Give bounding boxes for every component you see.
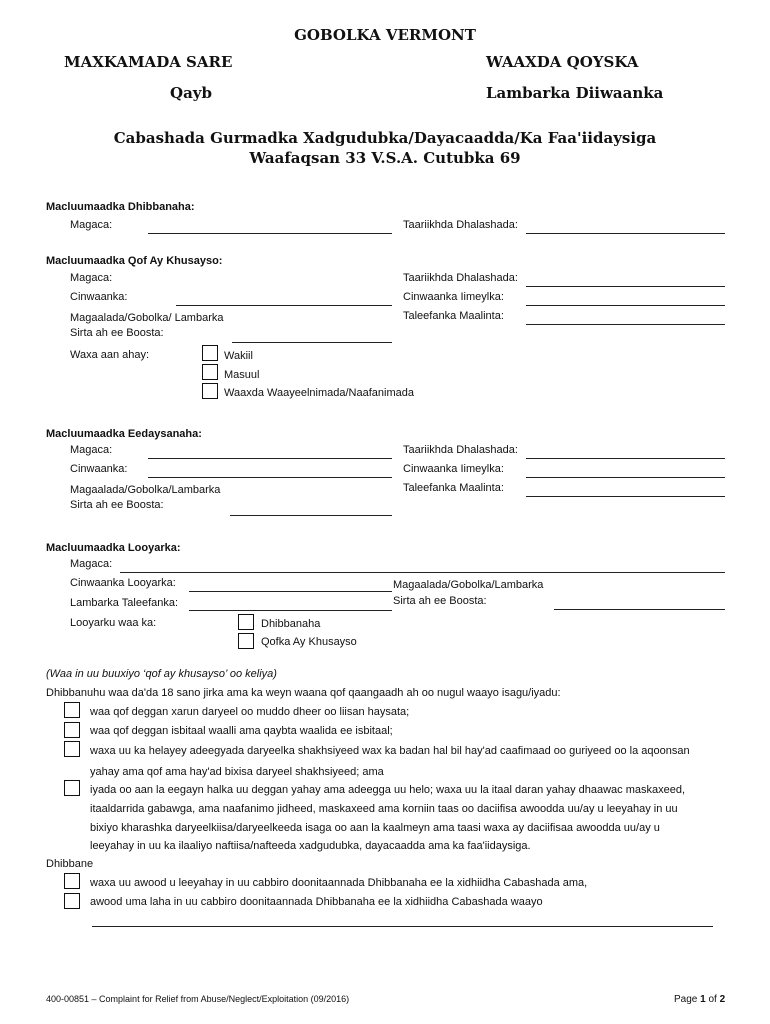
doc-title: Cabashada Gurmadka Xadgudubka/Dayacaadda/Ka Faa'iidaysiga <box>113 129 657 147</box>
role-waaxda-checkbox[interactable] <box>202 383 218 399</box>
criteria-4-text-1: iyada oo aan la eegayn halka uu deggan yahay ama adeegga uu helo; waxa uu la itaal daran yahay dhaawac maskaxeed, <box>90 784 686 796</box>
page-indicator <box>674 994 725 1005</box>
page-of: of <box>708 994 717 1005</box>
respondent-zip-field[interactable] <box>230 515 392 516</box>
page-total: 2 <box>719 994 726 1005</box>
role-wakiil-checkbox[interactable] <box>202 345 218 361</box>
reporter-dob-label: Taariikhda Dhalashada: <box>403 272 518 284</box>
respondent-phone-label: Taleefanka Maalinta: <box>403 482 504 494</box>
attorney-zip-label: Sirta ah ee Boosta: <box>393 595 487 607</box>
reporter-address-label: Cinwaanka: <box>70 291 128 303</box>
vulnerable-intro: Dhibbanuhu waa da'da 18 sano jirka ama ka weyn waana qof qaangaadh ah oo nugul waayo isagu/iyadu: <box>46 687 561 699</box>
complainant-dob-field[interactable] <box>526 233 725 234</box>
reporter-heading: Macluumaadka Qof Ay Khusayso: <box>46 255 223 267</box>
reporter-address-field[interactable] <box>176 305 392 306</box>
victim-able-text: waxa uu awood u leeyahay in uu cabbiro doonitaannada Dhibbanaha ee la xidhiidha Cabashada ama, <box>90 877 588 889</box>
victim-able-checkbox[interactable] <box>64 873 80 889</box>
complainant-name-field[interactable] <box>148 233 392 234</box>
represents-qofka-label: Qofka Ay Khusayso <box>261 636 357 648</box>
respondent-phone-field[interactable] <box>526 496 725 497</box>
page-number: 1 <box>700 994 706 1005</box>
respondent-email-field[interactable] <box>526 477 725 478</box>
criteria-4-text-2: itaaldarrida gabawga, ama naafanimo jidheed, maskaxeed ama korniin taas oo daciifisa awoodda uu/ay u leeyahay in uu <box>90 803 678 815</box>
court-name: MAXKAMADA SARE <box>64 53 233 71</box>
respondent-dob-label: Taariikhda Dhalashada: <box>403 444 518 456</box>
state-title: GOBOLKA VERMONT <box>294 26 476 44</box>
respondent-name-label: Magaca: <box>70 444 113 456</box>
respondent-dob-field[interactable] <box>526 458 725 459</box>
criteria-2-text: waa qof deggan isbitaal waalli ama qaybta waalida ee isbitaal; <box>90 725 393 737</box>
victim-heading: Dhibbane <box>46 858 94 870</box>
role-wakiil-label: Wakiil <box>224 350 253 362</box>
victim-reason-field[interactable] <box>92 926 713 927</box>
complainant-name-label: Magaca: <box>70 219 113 231</box>
role-masuul-checkbox[interactable] <box>202 364 218 380</box>
attorney-heading: Macluumaadka Looyarka: <box>46 542 181 554</box>
respondent-address-label: Cinwaanka: <box>70 463 128 475</box>
represents-qofka-checkbox[interactable] <box>238 633 254 649</box>
reporter-town-label: Magaalada/Gobolka/ Lambarka <box>70 312 224 324</box>
victim-unable-text: awood uma laha in uu cabbiro doonitaannada Dhibbanaha ee la xidhiidha Cabashada waayo <box>90 896 543 908</box>
page-prefix: Page <box>674 994 698 1005</box>
respondent-address-field[interactable] <box>148 477 392 478</box>
complainant-heading: Macluumaadka Dhibbanaha: <box>46 201 195 213</box>
respondent-name-field[interactable] <box>148 458 392 459</box>
attorney-address-field[interactable] <box>189 591 392 592</box>
criteria-4-checkbox[interactable] <box>64 780 80 796</box>
reporter-role-label: Waxa aan ahay: <box>70 349 150 361</box>
respondent-zip-label: Sirta ah ee Boosta: <box>70 499 164 511</box>
represents-dhibbanaha-checkbox[interactable] <box>238 614 254 630</box>
criteria-3-checkbox[interactable] <box>64 741 80 757</box>
attorney-address-label: Cinwaanka Looyarka: <box>70 577 176 589</box>
docket-label: Lambarka Diiwaanka <box>486 84 664 102</box>
respondent-heading: Macluumaadka Eedaysanaha: <box>46 428 202 440</box>
division-name: WAAXDA QOYSKA <box>486 53 639 71</box>
respondent-town-label: Magaalada/Gobolka/Lambarka <box>70 484 221 496</box>
criteria-2-checkbox[interactable] <box>64 722 80 738</box>
reporter-only-note: (Waa in uu buuxiyo ‘qof ay khusayso’ oo keliya) <box>46 668 277 680</box>
respondent-email-label: Cinwaanka Iimeylka: <box>403 463 504 475</box>
criteria-3-text-2: yahay ama qof ama hay'ad bixisa daryeel shakhsiyeed; ama <box>90 766 384 778</box>
role-waaxda-label: Waaxda Waayeelnimada/Naafanimada <box>224 387 414 399</box>
attorney-name-label: Magaca: <box>70 558 113 570</box>
role-masuul-label: Masuul <box>224 369 260 381</box>
criteria-4-text-4: leeyahay in uu ka ilaaliyo naftiisa/nafteeda xadgudubka, dayacaadda ama ka faa'iidaysiga. <box>90 840 531 852</box>
criteria-3-text-1: waxa uu ka helayey adeegyada daryeelka shakhsiyeed wax ka badan hal bil hay'ad caafimaad oo guriyeed oo la aqoonsan <box>90 745 690 757</box>
reporter-email-label: Cinwaanka Iimeylka: <box>403 291 504 303</box>
criteria-4-text-3: bixiyo kharashka daryeelkiisa/daryeelkeeda isaga oo aan la kaalmeyn ama taasi waxa ay daciifisaa awoodda uu/ay u <box>90 822 660 834</box>
reporter-phone-label: Taleefanka Maalinta: <box>403 310 504 322</box>
represents-dhibbanaha-label: Dhibbanaha <box>261 618 321 630</box>
reporter-zip-label: Sirta ah ee Boosta: <box>70 327 164 339</box>
attorney-phone-label: Lambarka Taleefanka: <box>70 597 179 609</box>
reporter-dob-field[interactable] <box>526 286 725 287</box>
unit-label: Qayb <box>170 84 212 102</box>
doc-subtitle: Waafaqsan 33 V.S.A. Cutubka 69 <box>249 149 521 167</box>
form-id: 400-00851 – Complaint for Relief from Abuse/Neglect/Exploitation (09/2016) <box>46 994 350 1004</box>
reporter-zip-field[interactable] <box>232 342 392 343</box>
victim-unable-checkbox[interactable] <box>64 893 80 909</box>
attorney-zip-field[interactable] <box>554 609 725 610</box>
reporter-phone-field[interactable] <box>526 324 725 325</box>
attorney-town-label: Magaalada/Gobolka/Lambarka <box>393 579 544 591</box>
reporter-name-label: Magaca: <box>70 272 113 284</box>
attorney-phone-field[interactable] <box>189 610 392 611</box>
complainant-dob-label: Taariikhda Dhalashada: <box>403 219 518 231</box>
criteria-1-text: waa qof deggan xarun daryeel oo muddo dheer oo liisan haysata; <box>90 706 410 718</box>
reporter-email-field[interactable] <box>526 305 725 306</box>
attorney-represents-label: Looyarku waa ka: <box>70 617 157 629</box>
attorney-name-field[interactable] <box>120 572 725 573</box>
criteria-1-checkbox[interactable] <box>64 702 80 718</box>
